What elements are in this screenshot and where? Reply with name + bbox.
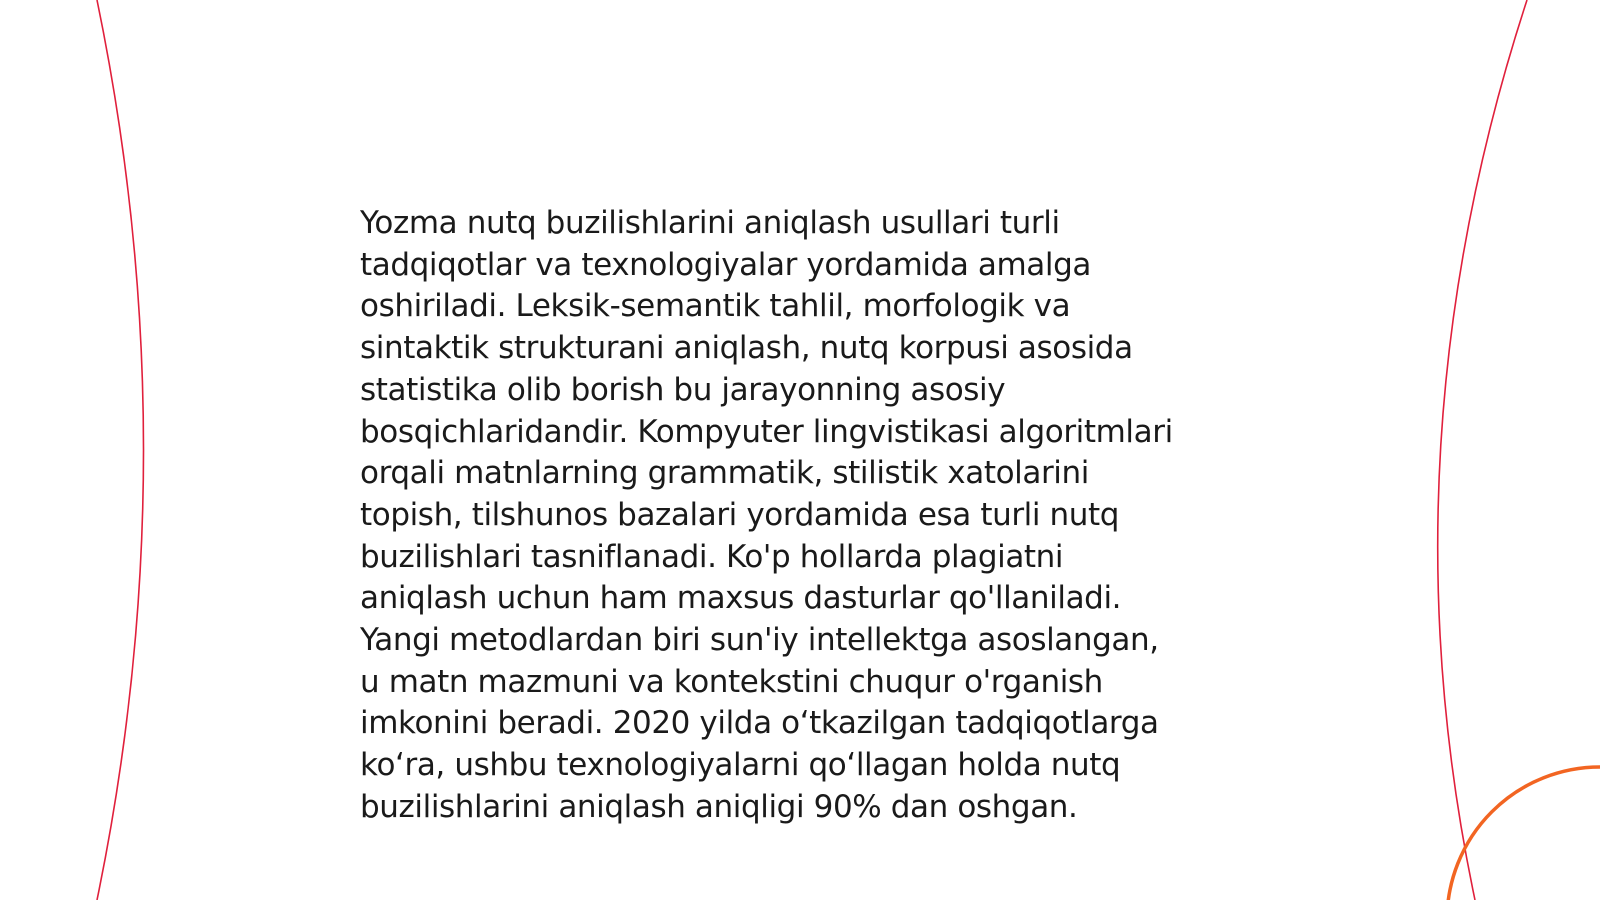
body-paragraph xyxy=(360,203,1260,829)
text-line: Yangi metodlardan biri sun'iy intellektga asoslangan, xyxy=(360,622,1159,659)
text-line: tadqiqotlar va texnologiyalar yordamida amalga xyxy=(360,246,1091,283)
text-line: Yozma nutq buzilishlarini aniqlash usullari turli xyxy=(360,205,1060,241)
orange-ring-decoration xyxy=(1447,767,1600,900)
left-arc-decoration xyxy=(97,0,144,900)
text-line: statistika olib borish bu jarayonning asosiy xyxy=(360,371,1006,408)
text-line: orqali matnlarning grammatik, stilistik xatolarini xyxy=(360,455,1089,492)
text-line: aniqlash uchun ham maxsus dasturlar qo'llaniladi. xyxy=(360,580,1122,617)
text-line: topish, tilshunos bazalari yordamida esa turli nutq xyxy=(360,496,1120,533)
text-line: sintaktik strukturani aniqlash, nutq korpusi asosida xyxy=(360,330,1133,367)
text-line: imkonini beradi. 2020 yilda o‘tkazilgan tadqiqotlarga xyxy=(360,705,1159,742)
text-line: buzilishlarini aniqlash aniqligi 90% dan oshgan. xyxy=(360,788,1078,825)
text-line: ko‘ra, ushbu texnologiyalarni qo‘llagan holda nutq xyxy=(360,747,1121,784)
text-line: bosqichlaridandir. Kompyuter lingvistikasi algoritmlari xyxy=(360,413,1173,450)
text-line: u matn mazmuni va kontekstini chuqur o'rganish xyxy=(360,663,1103,700)
text-line: oshiriladi. Leksik-semantik tahlil, morfologik va xyxy=(360,288,1071,325)
text-line: buzilishlari tasniflanadi. Ko'p hollarda plagiatni xyxy=(360,538,1064,575)
right-arc-decoration xyxy=(1438,0,1527,900)
